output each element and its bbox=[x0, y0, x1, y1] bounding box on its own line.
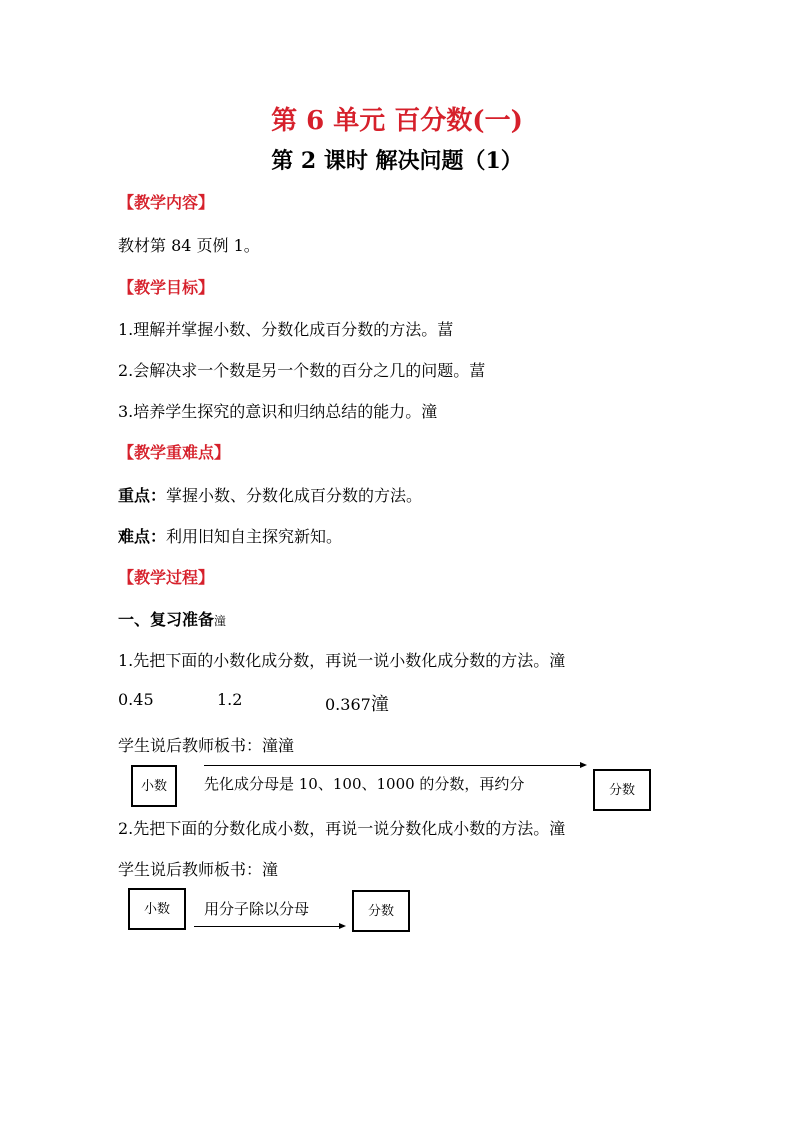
numbers-mark: 潼 bbox=[370, 694, 389, 715]
diagram1-left-label: 小数 bbox=[140, 779, 167, 794]
diagram1-arrow bbox=[204, 765, 585, 766]
section-heading-content: 【教学内容】 bbox=[118, 193, 215, 212]
page-title: 第 6 单元 百分数(一) bbox=[271, 106, 523, 136]
review-mark: 潼 bbox=[214, 614, 227, 628]
difficult-label: 难点： bbox=[118, 527, 167, 546]
section-heading-key-points: 【教学重难点】 bbox=[118, 443, 231, 462]
review-heading bbox=[118, 607, 226, 630]
question-2: 2.先把下面的分数化成小数，再说一说分数化成小数的方法。潼 bbox=[118, 819, 566, 838]
difficult-point bbox=[118, 524, 342, 547]
diagram2-left-box bbox=[128, 888, 186, 930]
key-text: 掌握小数、分数化成百分数的方法。 bbox=[166, 486, 423, 505]
review-heading-text: 一、复习准备 bbox=[118, 610, 215, 629]
diagram1-arrow-label: 先化成分母是 10、100、1000 的分数，再约分 bbox=[204, 775, 525, 793]
goal-item: 3.培养学生探究的意识和归纳总结的能力。潼 bbox=[118, 402, 438, 421]
difficult-text: 利用旧知自主探究新知。 bbox=[166, 527, 343, 546]
goal-item: 1.理解并掌握小数、分数化成百分数的方法。葍 bbox=[118, 320, 454, 339]
lesson-subtitle: 第 2 课时 解决问题（1） bbox=[271, 148, 523, 174]
diagram1-left-box bbox=[131, 765, 177, 807]
content-text: 教材第 84 页例 1。 bbox=[118, 236, 260, 255]
diagram2-arrow bbox=[194, 926, 344, 927]
diagram2-arrow-label: 用分子除以分母 bbox=[204, 900, 310, 918]
goal-item: 2.会解决求一个数是另一个数的百分之几的问题。葍 bbox=[118, 361, 486, 380]
section-heading-process: 【教学过程】 bbox=[118, 568, 215, 587]
number-value: 1.2 bbox=[217, 690, 243, 709]
key-point bbox=[118, 483, 422, 506]
diagram1-right-box bbox=[593, 769, 651, 811]
number-value: 0.45 bbox=[118, 690, 154, 709]
diagram2-right-box bbox=[352, 890, 410, 932]
number-value-group bbox=[325, 690, 389, 716]
board-note-1: 学生说后教师板书：潼潼 bbox=[118, 736, 295, 755]
number-value: 0.367 bbox=[325, 695, 371, 714]
board-note-2: 学生说后教师板书：潼 bbox=[118, 860, 279, 879]
key-label: 重点： bbox=[118, 486, 167, 505]
section-heading-goals: 【教学目标】 bbox=[118, 278, 215, 297]
question-1: 1.先把下面的小数化成分数，再说一说小数化成分数的方法。潼 bbox=[118, 651, 566, 670]
diagram2-left-label: 小数 bbox=[143, 902, 170, 917]
diagram1-right-label: 分数 bbox=[608, 783, 635, 798]
diagram2-right-label: 分数 bbox=[367, 904, 394, 919]
